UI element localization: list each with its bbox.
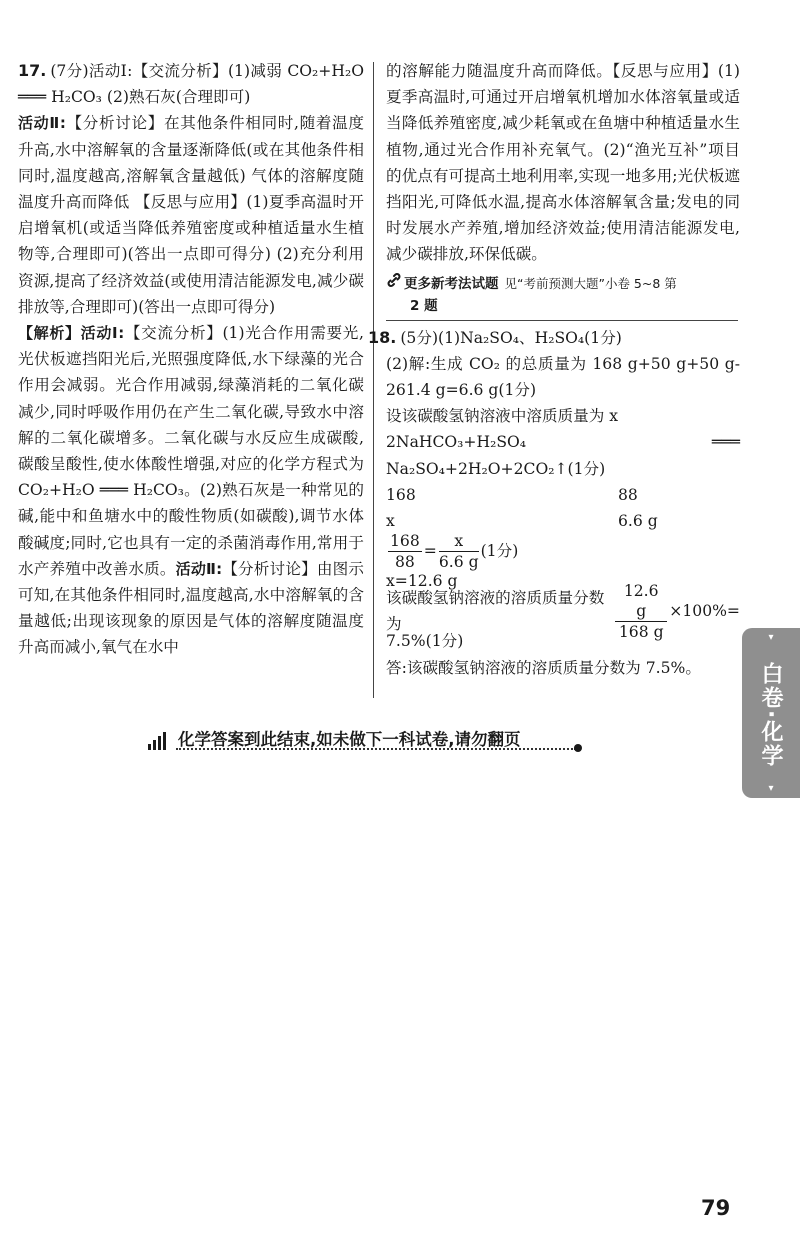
activity2-text: 【分析讨论】在其他条件相同时,随着温度升高,水中溶解氧的含量逐渐降低(或在其他条件相同时,温度越高,溶解氧含量越低) 气体的溶解度随温度升高而降低 【反思与应用】(1)夏季高温时开启增氧机(或适当降低养殖密度或种植适量水生植物等,合理即可)(答出一点即可得分) (2)充分利用资源,提高了经济效益(或使用清洁能源发电,减少碳排放等,合理即可)(答出一点即可得分): [18, 114, 364, 316]
q18-line-2: (2)解:生成 CO₂ 的总质量为 168 g+50 g+50 g-261.4 g=6.6 g(1分): [386, 354, 740, 400]
footer-dotted-line: [176, 748, 576, 750]
q18-v2: 6.6 g: [618, 512, 658, 531]
fraction-1-den: 88: [394, 552, 415, 571]
side-tab-arrow-bottom: ▾: [768, 783, 774, 794]
link-icon: [386, 272, 404, 294]
q17-activity2: [18, 110, 364, 320]
q17-first: (7分)活动Ⅰ:【交流分析】(1)减弱 CO₂+H₂O ═══ H₂CO₃ (2)熟石灰(合理即可): [18, 62, 364, 107]
q17-header: [18, 58, 364, 110]
more-questions-note: [386, 272, 740, 317]
q18-answer: 答:该碳酸氢钠溶液的溶质质量分数为 7.5%。: [386, 658, 701, 677]
more-ref: 见“考前预测大题”小卷 5~8 第: [504, 275, 677, 291]
more-title: 更多新考法试题: [404, 275, 499, 292]
activity2-label: 活动Ⅱ:: [18, 114, 66, 133]
q18-result: 7.5%(1分): [386, 632, 464, 651]
left-column: [18, 58, 364, 661]
more-ref-2: 2 题: [410, 297, 438, 314]
analysis-text-1: 【交流分析】(1)光合作用需要光,光伏板遮挡阳光后,光照强度降低,水下绿藻的光合作用会减弱。光合作用减弱,绿藻消耗的二氧化碳减少,同时呼吸作用仍在产生二氧化碳,导致水中溶解的二氧化碳增多。二氧化碳与水反应生成碳酸,碳酸呈酸性,使水体酸性增强,对应的化学方程式为 CO₂+H₂O ═══ H₂CO₃。(2)熟石灰是一种常见的碱,能中和鱼塘水中的酸性物质(如碳酸),调节水体酸碱度;同时,它也具有一定的杀菌消毒作用,常用于水产养殖中改善水质。: [18, 324, 364, 578]
analysis-activity2-label: 活动Ⅱ:: [175, 559, 223, 578]
q18-m1: 168: [386, 485, 416, 504]
fraction-tail: (1分): [480, 542, 519, 561]
fraction-1-num: 168: [390, 531, 420, 550]
right-column: [368, 58, 740, 681]
q18-line-1: [368, 325, 740, 351]
q18-equation: 2NaHCO₃+H₂SO₄ ═══ Na₂SO₄+2H₂O+2CO₂↑(1分): [386, 433, 740, 478]
q18-part1: (5分)(1)Na₂SO₄、H₂SO₄(1分): [400, 328, 622, 347]
q18-m2: 88: [618, 485, 638, 504]
side-tab-arrow-top: ▾: [768, 632, 774, 643]
bars-icon: [148, 731, 168, 750]
fraction-3-num: 12.6 g: [615, 581, 667, 622]
analysis-label: 【解析】活动Ⅰ:: [18, 324, 125, 343]
side-tab-label: 白卷·化学: [758, 662, 783, 769]
fraction-3: [615, 581, 667, 642]
side-tab: [742, 628, 800, 798]
q18-x-value: x=12.6 g: [386, 572, 458, 591]
footer-text: 化学答案到此结束,如未做下一科试卷,请勿翻页: [178, 730, 521, 749]
mass-prefix: 该碳酸氢钠溶液的溶质质量分数为: [386, 589, 605, 634]
q18-line-3: 设该碳酸氢钠溶液中溶质质量为 x: [386, 407, 619, 426]
section-end-banner: [148, 726, 588, 750]
q17-analysis: [18, 320, 364, 661]
q18-proportion: $\frac{168}{88}$ = $\frac{x}{6.6 g}$ (1分): [390, 531, 519, 571]
page-number: 79: [701, 1196, 731, 1220]
fraction-2-den: 6.6 g: [438, 552, 479, 571]
fraction-3-den: 168 g: [618, 622, 664, 641]
q18-number: 18.: [368, 327, 397, 347]
fraction-2: [439, 531, 479, 572]
q18-molar-row: [386, 482, 740, 508]
q18-v1: x: [386, 512, 395, 531]
fraction-1: [388, 531, 422, 572]
analysis-text-2: 【分析讨论】由图示可知,在其他条件相同时,温度越高,水中溶解氧的含量越低;出现该现象的原因是气体的溶解度随温度升高而减小,氧气在水中: [18, 559, 364, 657]
q17-number: 17.: [18, 61, 47, 80]
footer-dot: [574, 744, 582, 752]
fraction-2-num: x: [439, 531, 479, 552]
analysis-continuation: 的溶解能力随温度升高而降低。【反思与应用】(1)夏季高温时,可通过开启增氧机增加水体溶氧量或适当降低养殖密度,减少耗氧或在鱼塘中种植适量水生植物,通过光合作用补充氧气。(2)“渔光互补”项目的优点有可提高土地利用率,实现一地多用;光伏板遮挡阳光,可降低水温,提高水体溶解氧含量;发电的同时发展水产养殖,增加经济效益;使用清洁能源发电,减少碳排放,环保低碳。: [386, 62, 740, 264]
mass-suffix: ×100%=: [669, 602, 740, 621]
column-divider: [373, 62, 374, 698]
